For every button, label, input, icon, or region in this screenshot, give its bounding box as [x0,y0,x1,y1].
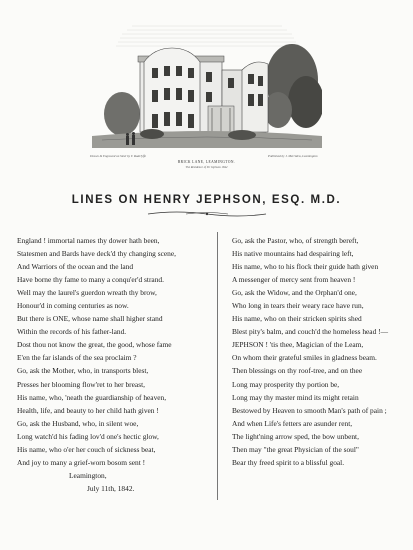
poem-line: His name, who on their stricken spirits shed [232,314,362,324]
poem-line: A messenger of mercy sent from heaven ! [232,275,356,285]
poem-line: And when Life's fetters are asunder rent, [232,418,353,428]
poem-line: Who long in tears their weary race have run, [232,301,364,311]
poem-line: Dost thou not know the great, the good, whose fame [17,340,172,350]
poem-line: Long may prosperity thy portion be, [232,379,340,389]
poem-line: England ! immortal names thy dower hath been, [17,236,160,245]
poem-line: Long watch'd his fading lov'd one's hectic glow, [17,431,159,441]
poem-lines-left [17,234,210,469]
engraving-credit-left: Drawn & Engraved on Steel by T. Radclyffe [90,154,147,158]
poem-line: And Warriors of the ocean and the land [17,262,134,272]
poem-line: E'en the far islands of the sea proclaim ? [17,353,137,363]
title-flourish [146,210,268,218]
poem-date: July 11th, 1842. [87,483,135,493]
house-engraving-drawing [92,18,322,158]
poem-line: Honour'd in coming centuries as now. [17,301,129,311]
poem-line: But there is ONE, whose name shall higher stand [17,314,163,324]
poem-line: Within the records of his father-land. [17,327,127,337]
poem-line: His name, who o'er her couch of sickness beat, [17,444,156,454]
house-engraving [92,18,322,158]
poem-line: Blest pity's balm, and couch'd the homeless head !— [232,327,388,337]
poem-line: Have borne thy fame to many a conqu'er'd strand. [17,275,164,285]
poem-column-left [17,234,210,495]
poem-line: Bestowed by Heaven to smooth Man's path of pain ; [232,405,387,415]
poem-line: Well may the laurel's guerdon wreath thy brow, [17,288,157,298]
poem-title: LINES ON HENRY JEPHSON, ESQ. M.D. [71,194,342,206]
engraving-credit-right: Published by J. Merridew, Leamington [268,154,318,158]
poem-line: His native mountains had despairing left, [232,249,354,259]
poem-line: Statesmen and Bards have deck'd thy changing scene, [17,249,176,259]
poem-line: JEPHSON ! 'tis thee, Magician of the Leam, [232,340,364,350]
poem-line: His name, who, 'neath the guardianship of heaven, [17,392,167,402]
poem-line: Bear thy freed spirit to a blissful goal. [232,457,345,467]
poem-line: Health, life, and beauty to her child hath given ! [17,405,159,415]
poem-line: Then may "the great Physician of the soul" [232,444,359,454]
poem-column-right [232,234,410,469]
poem-line: Then blessings on thy roof-tree, and on thee [232,366,363,376]
poem-line: Go, ask the Mother, who, in transports blest, [17,366,149,376]
poem-line: Go, ask the Widow, and the Orphan'd one, [232,288,357,298]
poem-line: And joy to many a grief-worn bosom sent ! [17,457,146,467]
poem-place: Leamington, [69,470,107,480]
poem-line: On whom their grateful smiles in gladness beam. [232,353,377,363]
poem-line: Go, ask the Pastor, who, of strength bereft, [232,236,359,245]
poem-line: Long may thy master mind its might retain [232,392,359,402]
engraving-caption: BRICK LANE, LEAMINGTON. [177,160,236,164]
poem-line: His name, who to his flock their guide hath given [232,262,379,272]
poem-line: Go, ask the Husband, who, in silent woe, [17,418,139,428]
column-divider [217,232,218,500]
poem-line: Presses her blooming flow'ret to her breast, [17,379,145,389]
poem-line: The light'ning arrow sped, the bow unbent, [232,431,359,441]
poem-lines-right [232,234,410,469]
engraving-subcaption: The Residence of Dr Jephson 1842 [185,165,228,169]
